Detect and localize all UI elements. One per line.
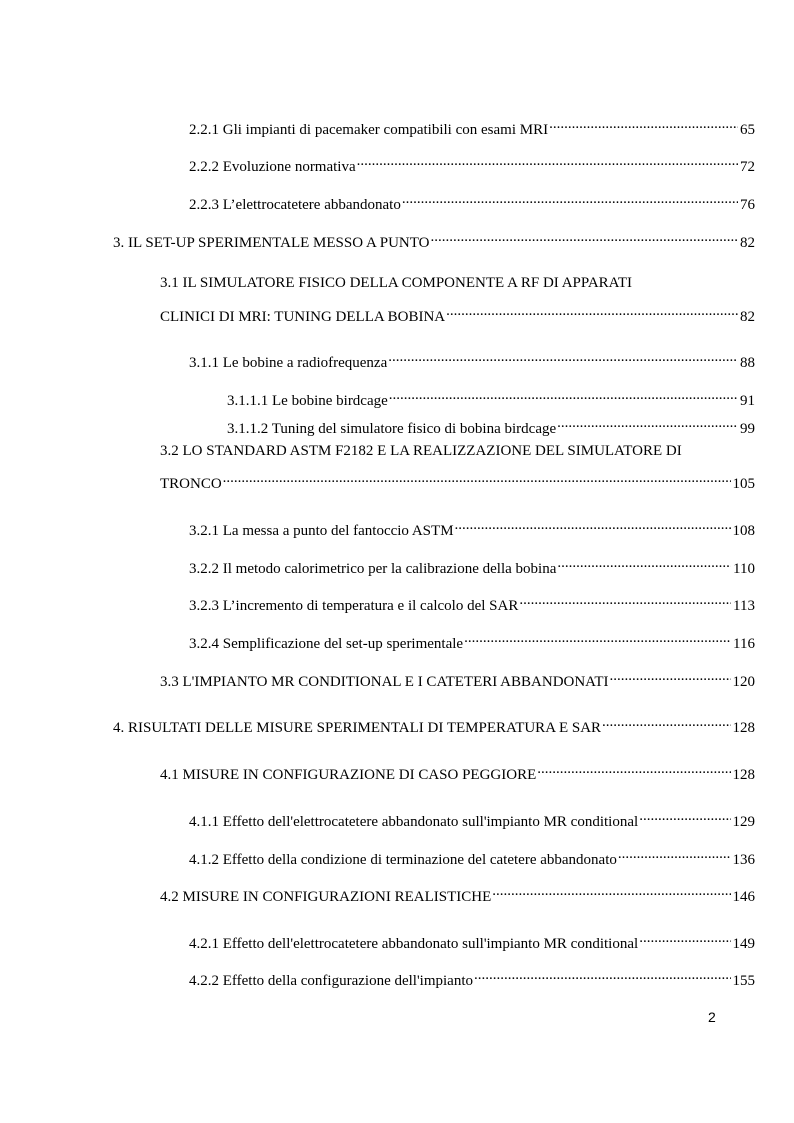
toc-entry-title: 4.2 MISURE IN CONFIGURAZIONI REALISTICHE [160,889,492,905]
toc-entry-page: 76 [740,197,755,213]
toc-dot-leader [639,928,730,948]
toc-dot-leader [402,189,738,209]
toc-dot-leader [639,806,730,826]
toc-dot-leader [519,590,731,610]
toc-entry [160,881,755,905]
toc-entry [189,965,755,989]
toc-entry-page: 72 [740,159,755,175]
toc-entry-title: 4. RISULTATI DELLE MISURE SPERIMENTALI DI TEMPERATURA E SAR [113,720,602,736]
toc-entry-title: 4.1.2 Effetto della condizione di terminazione del catetere abbandonato [189,852,617,868]
toc-entry [189,553,755,577]
toc-entry-page: 146 [732,889,755,905]
toc-dot-leader [557,553,731,573]
toc-entry [113,227,755,251]
toc-entry-title: 2.2.3 L’elettrocatetere abbandonato [189,197,401,213]
toc-dot-leader [223,468,731,488]
toc-entry-page: 91 [740,393,755,409]
toc-entry-title: 3.1.1.2 Tuning del simulatore fisico di bobina birdcage [227,421,557,437]
toc-entry [113,712,755,736]
toc-entry-title: 3.2.2 Il metodo calorimetrico per la calibrazione della bobina [189,561,557,577]
toc-entry [160,301,755,325]
toc-entry-page: 110 [733,561,755,577]
toc-entry-title: 3.3 L'IMPIANTO MR CONDITIONAL E I CATETERI ABBANDONATI [160,674,609,690]
toc-entry [189,806,755,830]
toc-entry [189,628,755,652]
toc-entry-title: 3.2.4 Semplificazione del set-up sperimentale [189,636,464,652]
toc-entry-page: 128 [732,720,755,736]
toc-entry-title: 3.1.1.1 Le bobine birdcage [227,393,388,409]
toc-dot-leader [537,759,730,779]
toc-dot-leader [389,385,738,405]
toc-dot-leader [618,844,731,864]
toc-entry [189,114,755,138]
toc-dot-leader [388,347,738,367]
toc-entry [160,666,755,690]
toc-dot-leader [557,413,738,433]
toc-entry [227,413,755,437]
toc-entry-page: 99 [740,421,755,437]
toc-entry-page: 155 [732,973,755,989]
toc-entry-title-line: 3.1 IL SIMULATORE FISICO DELLA COMPONENTE A RF DI APPARATI [160,275,633,291]
toc-entry-page: 105 [732,476,755,492]
toc-entry-page: 82 [740,235,755,251]
toc-entry-page: 88 [740,355,755,371]
toc-entry-title: 2.2.1 Gli impianti di pacemaker compatibili con esami MRI [189,122,549,138]
toc-entry [189,189,755,213]
toc-entry [160,468,755,492]
toc-entry [189,928,755,952]
toc-entry-title-line: 3.2 LO STANDARD ASTM F2182 E LA REALIZZAZIONE DEL SIMULATORE DI [160,443,682,459]
toc-entry [189,347,755,371]
toc-entry-page: 129 [732,814,755,830]
toc-dot-leader [464,628,731,648]
toc-entry [160,759,755,783]
toc-entry-page: 120 [732,674,755,690]
toc-entry-title: CLINICI DI MRI: TUNING DELLA BOBINA [160,309,446,325]
toc-dot-leader [455,515,731,535]
toc-entry-page: 136 [732,852,755,868]
toc-entry [189,515,755,539]
toc-entry [189,151,755,175]
toc-dot-leader [549,114,738,134]
toc-entry-page: 116 [733,636,755,652]
toc-entry [189,590,755,614]
toc-entry-page: 128 [732,767,755,783]
toc-entry-title: TRONCO [160,476,222,492]
toc-entry-title: 2.2.2 Evoluzione normativa [189,159,356,175]
toc-dot-leader [610,666,731,686]
toc-entry-title: 4.2.1 Effetto dell'elettrocatetere abbandonato sull'impianto MR conditional [189,936,639,952]
toc-entry-page: 108 [732,523,755,539]
toc-entry-page: 65 [740,122,755,138]
toc-dot-leader [474,965,730,985]
toc-entry-title: 3.1.1 Le bobine a radiofrequenza [189,355,388,371]
toc-entry-title: 4.1.1 Effetto dell'elettrocatetere abbandonato sull'impianto MR conditional [189,814,639,830]
toc-entry-page: 113 [733,598,755,614]
toc-entry-title: 3.2.1 La messa a punto del fantoccio ASTM [189,523,454,539]
toc-entry-title: 4.1 MISURE IN CONFIGURAZIONE DI CASO PEGGIORE [160,767,537,783]
toc-entry-title: 4.2.2 Effetto della configurazione dell'impianto [189,973,474,989]
toc-dot-leader [602,712,730,732]
toc-dot-leader [430,227,738,247]
toc-dot-leader [446,301,738,321]
toc-entry-page: 149 [732,936,755,952]
toc-dot-leader [492,881,730,901]
toc-entry [227,385,755,409]
toc-entry [189,844,755,868]
toc-dot-leader [357,151,738,171]
toc-entry-title: 3. IL SET-UP SPERIMENTALE MESSO A PUNTO [113,235,430,251]
page-number: 2 [708,1009,716,1025]
toc-entry-page: 82 [740,309,755,325]
toc-entry-title: 3.2.3 L’incremento di temperatura e il calcolo del SAR [189,598,519,614]
